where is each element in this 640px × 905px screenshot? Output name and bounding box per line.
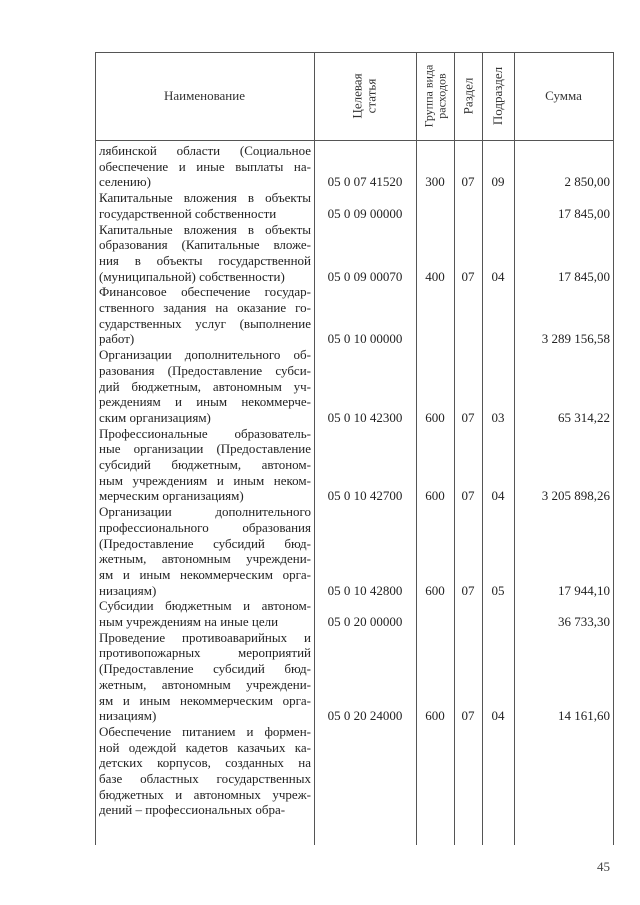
- row-expense-group: 600: [425, 708, 445, 724]
- table-row: [95, 426, 614, 505]
- row-sum: 14 161,60: [558, 708, 610, 724]
- row-name: [99, 724, 311, 818]
- row-name: [99, 284, 311, 347]
- row-subsection: 04: [491, 268, 505, 284]
- row-target-code: 05 0 10 42700: [327, 488, 403, 504]
- row-sum: 17 845,00: [558, 205, 610, 221]
- row-name-line: профессионального образования: [99, 519, 311, 535]
- row-name: [99, 504, 311, 598]
- header-group-line: Группа вида: [421, 64, 435, 128]
- page-number: 45: [597, 859, 610, 874]
- row-name-line: образования (Капитальные вложе-: [99, 237, 311, 253]
- row-name-line: ским организациям): [99, 409, 211, 425]
- row-name-line: дий бюджетным, автономным уч-: [99, 378, 311, 394]
- header-name-label: Наименование: [164, 88, 245, 103]
- row-name-line: противопожарных мероприятий: [99, 645, 311, 661]
- header-target-label: [351, 73, 379, 118]
- row-name-line: ственного задания на оказание го-: [99, 300, 311, 315]
- row-name-line: государственной собственности: [99, 205, 277, 221]
- row-name-line: ям и иным некоммерческим орга-: [99, 566, 311, 582]
- row-section: 07: [461, 582, 475, 598]
- row-name: [99, 630, 311, 724]
- row-expense-group: 400: [425, 268, 445, 284]
- row-name-line: Капитальные вложения в объекты: [99, 221, 311, 237]
- row-sum: 3 205 898,26: [541, 488, 610, 504]
- row-target-code: 05 0 09 00070: [327, 268, 403, 284]
- row-expense-group: 600: [425, 409, 445, 425]
- row-name-line: селению): [99, 174, 151, 190]
- row-target-code: 05 0 10 00000: [327, 331, 403, 347]
- header-sum-label: Сумма: [545, 88, 582, 103]
- row-name: [99, 347, 311, 426]
- row-name-line: базе областных государственных: [99, 771, 311, 786]
- row-expense-group: 600: [425, 582, 445, 598]
- row-name-line: низациям): [99, 708, 157, 724]
- row-section: 07: [461, 488, 475, 504]
- row-subsection: 04: [491, 488, 505, 504]
- row-name: [99, 222, 311, 285]
- row-target-code: 05 0 07 41520: [327, 174, 403, 190]
- row-name-line: бюджетных и автономных учреж-: [99, 786, 311, 802]
- row-target-code: 05 0 10 42300: [327, 409, 403, 425]
- row-target-code: 05 0 20 00000: [327, 613, 403, 629]
- row-name-line: мерческим организациям): [99, 488, 244, 504]
- header-sum: [514, 52, 613, 140]
- row-subsection: 04: [491, 708, 505, 724]
- header-target-line: статья: [363, 78, 379, 114]
- row-name-line: работ): [99, 331, 135, 347]
- row-section: 07: [461, 409, 475, 425]
- row-name-line: Профессиональные образователь-: [99, 425, 311, 441]
- row-name-line: детских корпусов, созданных на: [99, 755, 311, 771]
- row-target-code: 05 0 20 24000: [327, 708, 403, 724]
- table-row: [95, 222, 614, 285]
- row-name-line: лябинской области (Социальное: [99, 143, 311, 158]
- row-target-code: 05 0 10 42800: [327, 582, 403, 598]
- row-sum: 36 733,30: [558, 613, 610, 629]
- row-expense-group: 600: [425, 488, 445, 504]
- header-group-label: [422, 65, 448, 128]
- row-name-line: Организации дополнительного об-: [99, 347, 311, 363]
- row-name-line: ные организации (Предоставление: [99, 441, 311, 457]
- row-name-line: ния в объекты государственной: [99, 252, 311, 268]
- row-expense-group: 300: [425, 174, 445, 190]
- row-name: [99, 143, 311, 190]
- header-section-label: Раздел: [460, 77, 475, 115]
- row-section: 07: [461, 268, 475, 284]
- header-subsection: [482, 52, 514, 140]
- row-name: [99, 426, 311, 505]
- row-name-line: ным учреждениям и иным неком-: [99, 472, 311, 488]
- table-row: [95, 143, 614, 190]
- header-subsection-label: Подраздел: [490, 66, 506, 126]
- row-subsection: 03: [491, 409, 505, 425]
- row-name-line: реждениям и иным некоммерче-: [99, 394, 311, 410]
- header-bottom-border: [95, 140, 614, 141]
- row-section: 07: [461, 708, 475, 724]
- table-row: [95, 504, 614, 598]
- row-name-line: дений – профессиональных обра-: [99, 802, 286, 818]
- row-sum: 17 944,10: [558, 582, 610, 598]
- row-name-line: субсидий бюджетным, автоном-: [99, 457, 311, 472]
- row-name-line: Организации дополнительного: [99, 504, 311, 520]
- table-row: [95, 724, 614, 818]
- table-row: [95, 347, 614, 426]
- row-sum: 3 289 156,58: [541, 331, 610, 347]
- row-name-line: ной одеждой кадетов казачьих ка-: [99, 739, 311, 755]
- row-name-line: Проведение противоаварийных и: [99, 629, 311, 645]
- header-group-line: расходов: [434, 73, 448, 119]
- row-section: 07: [461, 174, 475, 190]
- row-name: [99, 190, 311, 221]
- table-row: [95, 190, 614, 221]
- row-name-line: сударственных услуг (выполнение: [99, 315, 311, 331]
- header-group: [416, 52, 454, 140]
- row-name-line: Капитальные вложения в объекты: [99, 190, 311, 206]
- row-name-line: (муниципальной) собственности): [99, 268, 285, 284]
- header-target: [314, 52, 416, 140]
- header-target-line: Целевая: [349, 73, 365, 119]
- row-name-line: жетным, автономным учреждени-: [99, 676, 311, 692]
- row-name-line: низациям): [99, 582, 157, 598]
- row-name-line: ным учреждениям на иные цели: [99, 614, 279, 629]
- budget-table: [95, 52, 614, 845]
- header-name: [95, 52, 314, 140]
- row-sum: 2 850,00: [564, 174, 610, 190]
- row-name-line: ям и иным некоммерческим орга-: [99, 692, 311, 708]
- row-name-line: Обеспечение питанием и формен-: [99, 723, 311, 739]
- row-name-line: разования (Предоставление субси-: [99, 362, 311, 378]
- row-name-line: Субсидии бюджетным и автоном-: [99, 598, 311, 614]
- row-target-code: 05 0 09 00000: [327, 205, 403, 221]
- row-name: [99, 598, 311, 629]
- header-section: [454, 52, 482, 140]
- row-name-line: Финансовое обеспечение государ-: [99, 284, 311, 300]
- row-name-line: обеспечение и иные выплаты на-: [99, 158, 311, 174]
- row-subsection: 09: [491, 174, 505, 190]
- row-sum: 65 314,22: [558, 409, 610, 425]
- row-subsection: 05: [491, 582, 505, 598]
- row-name-line: (Предоставление субсидий бюд-: [99, 535, 311, 551]
- table-row: [95, 598, 614, 629]
- table-row: [95, 284, 614, 347]
- table-row: [95, 630, 614, 724]
- row-sum: 17 845,00: [558, 268, 610, 284]
- row-name-line: жетным, автономным учреждени-: [99, 551, 311, 567]
- row-name-line: (Предоставление субсидий бюд-: [99, 661, 311, 677]
